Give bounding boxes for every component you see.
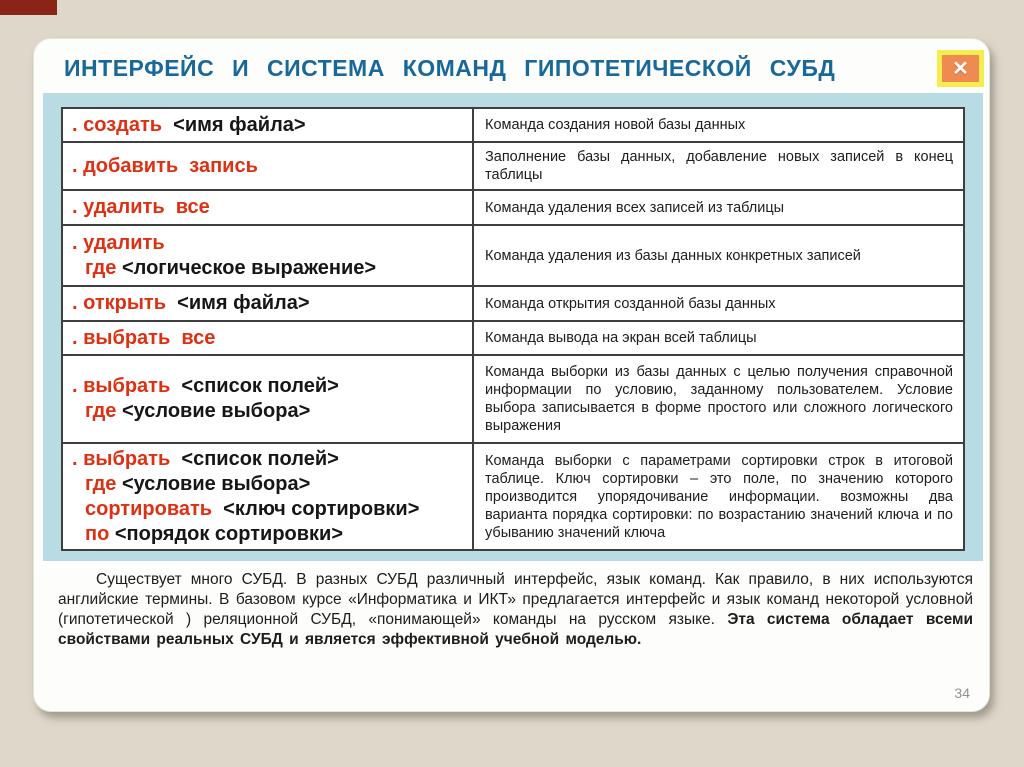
command-parameter: <список полей> [170,447,339,470]
command-keyword: . выбрать [72,447,171,470]
command-cell [63,287,474,320]
command-parameter: <ключ сортировки> [212,497,420,520]
footer-text: Существует много СУБД. В разных СУБД различный интерфейс, язык команд. Как правило, в них используются английские термины. В базовом курсе «Информатика и ИКТ» предлагается интерфейс и язык команд некоторой условной (гипотетической ) реляционной СУБД, «понимающей» команды на русском языке. [58,571,973,628]
slide [33,38,990,712]
command-keyword: где [85,256,117,279]
command-line [72,113,466,138]
table-row [63,143,963,191]
command-keyword: по [85,522,110,545]
description-cell: Команда открытия созданной базы данных [485,295,776,312]
command-line [85,256,466,281]
table-row [63,444,963,549]
table-row [63,356,963,444]
command-keyword: . создать [72,113,163,136]
table-row [63,226,963,287]
description-cell: Команда удаления всех записей из таблицы [485,199,785,216]
command-cell [63,143,474,189]
command-line [72,195,466,220]
description-cell: Команда удаления из базы данных конкретных записей [485,247,861,264]
footer-emphasis: Эта система обладает всеми свойствами реальных СУБД и является эффективной учебной моделью. [58,611,973,648]
command-keyword: . удалить все [72,196,210,218]
command-keyword: где [85,472,117,495]
close-icon: ✕ [952,57,969,80]
command-line [72,154,466,179]
command-keyword: . открыть [72,292,167,314]
command-keyword: сортировать [85,497,213,520]
table-row [63,191,963,226]
command-cell [63,444,474,549]
command-line [72,326,466,351]
command-line [85,522,466,547]
command-line [85,472,466,497]
command-line [85,497,466,522]
description-cell: Команда создания новой базы данных [485,117,746,133]
command-keyword: . добавить запись [72,154,258,177]
command-cell [63,226,474,285]
command-cell [63,322,474,354]
command-keyword: . удалить [72,231,165,254]
command-parameter: <порядок сортировки> [109,522,344,545]
command-cell [63,191,474,224]
page-number: 34 [954,685,970,701]
table-row [63,287,963,322]
command-parameter: <имя файла> [162,113,306,136]
command-line [72,374,466,399]
commands-table [61,107,965,551]
table-panel [43,93,983,561]
command-keyword: . выбрать все [72,326,216,349]
command-parameter: <логическое выражение> [116,256,377,279]
command-keyword: где [85,400,117,422]
command-parameter: <список полей> [170,375,339,397]
close-button[interactable] [937,50,984,87]
description-cell: Команда выборки из базы данных с целью получения справочной информации по условию, заданному пользователем. Условие выбора записывается в форме простого или сложного логического выражения [485,364,953,434]
command-parameter: <условие выбора> [116,472,311,495]
description-cell: Команда выборки с параметрами сортировки строк в итоговой таблице. Ключ сортировки – это поле, по значению которого производится упорядочивание информации. возможны два варианта порядка сортировки: по возрастанию значений ключа и по убыванию значений ключа [485,452,953,541]
command-cell [63,356,474,442]
command-line [72,231,466,256]
command-keyword: . выбрать [72,375,171,397]
close-button-inner [942,55,979,82]
description-cell: Команда вывода на экран всей таблицы [485,330,757,346]
command-line [72,291,466,316]
page-title: ИНТЕРФЕЙС И СИСТЕМА КОМАНД ГИПОТЕТИЧЕСКОЙ СУБД [64,55,836,81]
table-row [63,322,963,356]
command-parameter: <имя файла> [166,292,310,314]
corner-accent [0,0,57,15]
table-row [63,109,963,143]
footer-paragraph [58,570,973,650]
command-line [72,447,466,472]
command-parameter: <условие выбора> [116,400,311,422]
command-cell [63,109,474,141]
description-cell: Заполнение базы данных, добавление новых записей в конец таблицы [485,149,953,183]
command-line [85,399,466,424]
